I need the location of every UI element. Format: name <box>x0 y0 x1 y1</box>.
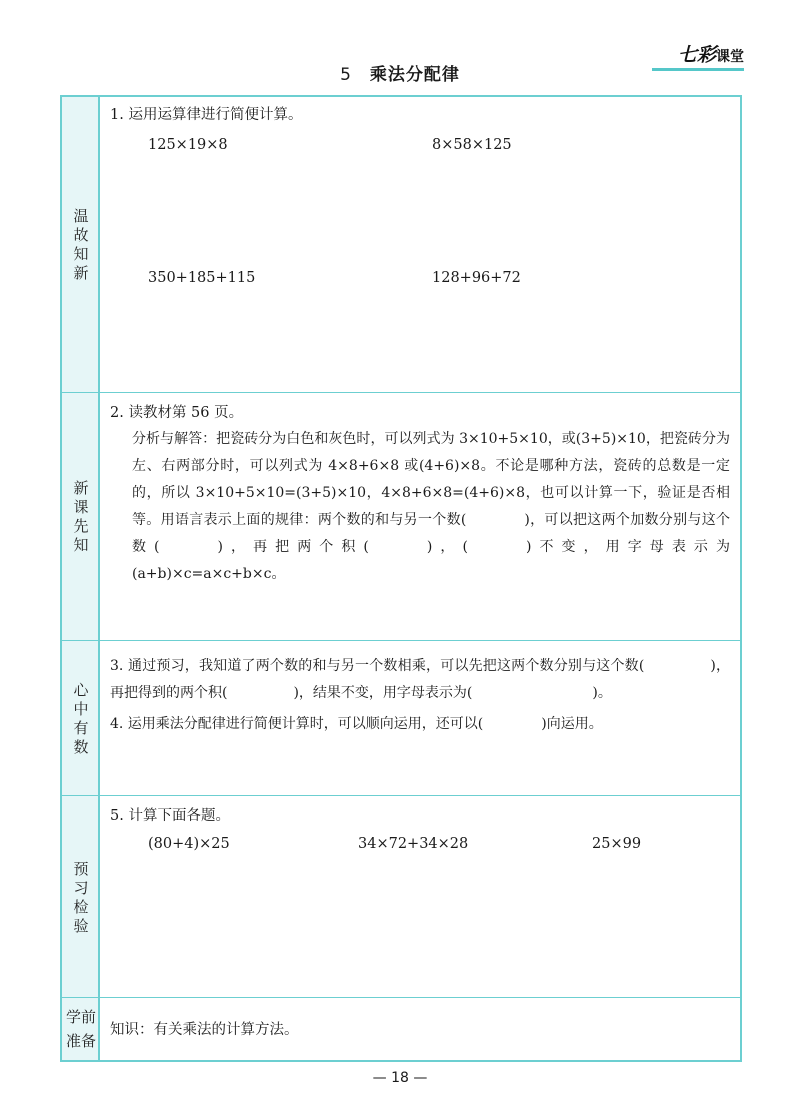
section-content <box>110 1018 730 1043</box>
expression: (80+4)×25 <box>148 836 230 852</box>
expression: 128+96+72 <box>432 270 521 286</box>
section-content <box>110 401 730 588</box>
section-label-line: 准备 <box>65 1032 96 1050</box>
analysis-paragraph <box>110 426 730 588</box>
section-label-prep <box>62 1005 100 1053</box>
brand-underline <box>652 68 744 71</box>
section-label-line: 学前 <box>65 1008 96 1026</box>
question-text: 3. 通过预习，我知道了两个数的和与另一个数相乘，可以先把这两个数分别与这个数( <box>110 658 645 674</box>
expression: 8×58×125 <box>432 137 512 153</box>
section-summary <box>62 641 740 796</box>
paragraph-text: )不变，用字母表示为(a+b)×c=a×c+b×c。 <box>132 539 730 582</box>
section-check <box>62 796 740 998</box>
paragraph-text: 分析与解答：把瓷砖分为白色和灰色时，可以列式为 3×10+5×10，或(3+5)×10，把瓷砖分为左、右两部分时，可以列式为 4×8+6×8 或(4+6)×8。不论是哪种方法，瓷砖的总数是一定的，所以 3×10+5×10=(3+5)×10，4×8+6×8=(4+6)×8，也可以计算一下，验证是否相等。用语言表示上面的规律：两个数的和与另一个数( <box>132 431 730 528</box>
section-label-text: 心中有数 <box>73 681 89 756</box>
question-text: )，结果不变，用字母表示为( <box>293 685 473 701</box>
expression: 25×99 <box>592 836 642 852</box>
question-1: 1. 运用运算律进行简便计算。 <box>110 107 303 123</box>
section-content <box>110 653 730 738</box>
question-text: )。 <box>592 685 612 701</box>
paragraph-text: )，( <box>426 539 468 555</box>
section-content <box>110 804 730 829</box>
lesson-title-text: 乘法分配律 <box>369 65 460 85</box>
worksheet-frame <box>60 95 742 1062</box>
page-number: — 18 — <box>372 1070 428 1086</box>
section-label-summary <box>62 681 100 757</box>
section-content <box>110 103 730 128</box>
section-label-review <box>62 207 100 283</box>
question-4 <box>110 711 730 738</box>
question-5: 5. 计算下面各题。 <box>110 808 230 824</box>
lesson-number: 5 <box>340 65 352 85</box>
paragraph-text: )，再把两个积( <box>217 539 369 555</box>
section-label-text: 温故知新 <box>73 207 89 282</box>
section-preview <box>62 393 740 641</box>
question-text: 4. 运用乘法分配律进行简便计算时，可以顺向运用，还可以( <box>110 716 484 732</box>
section-label-preview <box>62 479 100 555</box>
section-label-text: 新课先知 <box>73 479 89 554</box>
question-2: 2. 读教材第 56 页。 <box>110 405 244 421</box>
prep-text: 知识：有关乘法的计算方法。 <box>110 1022 299 1038</box>
brand-logo <box>678 40 744 67</box>
question-text: )向运用。 <box>541 716 603 732</box>
question-3 <box>110 653 730 707</box>
section-review <box>62 97 740 393</box>
question-text: )，再把得到的两个积( <box>110 658 730 701</box>
brand-name: 七彩 <box>677 44 716 66</box>
expression: 125×19×8 <box>148 137 228 153</box>
expression: 350+185+115 <box>148 270 256 286</box>
brand-suffix: 课堂 <box>716 49 744 65</box>
section-label-check <box>62 860 100 936</box>
section-label-text: 预习检验 <box>73 860 89 935</box>
paragraph-text: )，可以把这两个加数分别与这个数( <box>132 512 730 555</box>
section-prep <box>62 998 740 1060</box>
expression: 34×72+34×28 <box>358 836 469 852</box>
